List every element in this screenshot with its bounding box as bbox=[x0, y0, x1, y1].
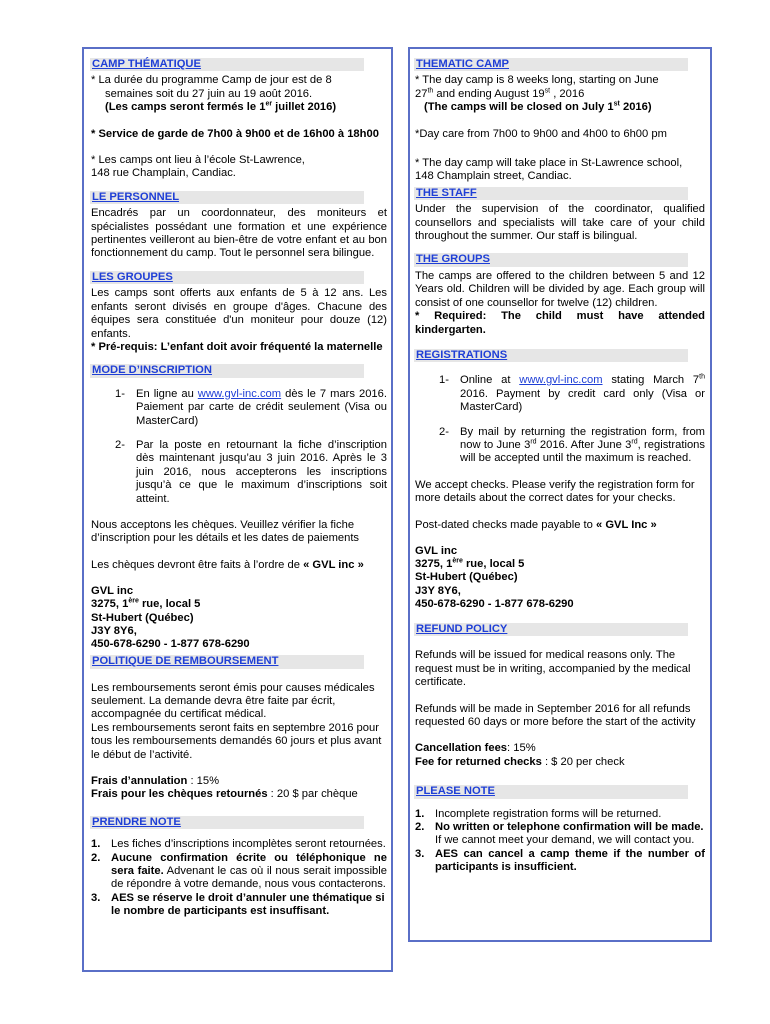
camp-closed-fr: (Les camps seront fermés le 1er juillet 2016) bbox=[105, 100, 337, 114]
camp-duration-en: * The day camp is 8 weeks long, starting on June bbox=[415, 74, 659, 87]
note-item-3-en: 3. AES can cancel a camp theme if the number of participants is insufficient. bbox=[415, 847, 705, 874]
registration-heading-en: REGISTRATIONS bbox=[414, 349, 688, 362]
groups-requirement-en: * Required: The child must have attended kindergarten. bbox=[415, 310, 705, 336]
camp-closed-en: (The camps will be closed on July 1st 2016) bbox=[424, 100, 652, 114]
registration-heading-fr: MODE D’INSCRIPTION bbox=[90, 364, 364, 377]
camp-dates-en: 27th and ending August 19st , 2016 bbox=[415, 87, 585, 100]
registration-item-online-fr: 1- En ligne au www.gvl-inc.com dès le 7 mars 2016. Paiement par carte de crédit seulement (Visa ou MasterCard) bbox=[115, 387, 387, 427]
note-item-2-fr: 2. Aucune confirmation écrite ou téléphonique ne sera faite. Advenant le cas où il nous serait impossible de répondre à votre demande, nous vous contacterons. bbox=[91, 851, 387, 891]
french-column bbox=[82, 47, 393, 972]
note-heading-en: PLEASE NOTE bbox=[414, 785, 688, 798]
daycare-en: *Day care from 7h00 to 9h00 and 4h00 to 6h00 pm bbox=[415, 127, 667, 140]
registration-item-mail-en: 2- By mail by returning the registration form, from now to June 3rd 2016. After June 3rd, registrations will be accepted until the maximum is reached. bbox=[439, 425, 705, 465]
address-block-fr: GVL inc 3275, 1ère rue, local 5 St-Hubert (Québec) J3Y 8Y6, 450-678-6290 - 1-877 678-6290 bbox=[91, 585, 250, 650]
staff-text-en: Under the supervision of the coordinator, qualified counsellors and specialists will take care of your child throughout the summer. Our staff is bilingual. bbox=[415, 203, 705, 243]
location-line2-fr: 148 rue Champlain, Candiac. bbox=[91, 167, 236, 180]
groups-text-en: The camps are offered to the children between 5 and 12 Years old. Children will be divided by age. Each group will consist of one counsellor for twelve (12) children. bbox=[415, 269, 705, 309]
camp-heading-en: THEMATIC CAMP bbox=[414, 58, 688, 71]
website-link-fr[interactable]: www.gvl-inc.com bbox=[197, 387, 282, 400]
groups-heading-en: THE GROUPS bbox=[414, 253, 688, 266]
note-item-3-fr: 3. AES se réserve le droit d’annuler une thématique si le nombre de participants est insuffisant. bbox=[91, 891, 385, 918]
refund-heading-en: REFUND POLICY bbox=[414, 623, 688, 636]
groups-heading-fr: LES GROUPES bbox=[90, 271, 364, 284]
camp-dates-fr: semaines soit du 27 juin au 19 août 2016. bbox=[105, 87, 313, 100]
location-line1-en: * The day camp will take place in St-Lawrence school, bbox=[415, 157, 683, 170]
groups-text-fr: Les camps sont offerts aux enfants de 5 à 12 ans. Les enfants seront divisés en groupe d'âges. Chacune des équipes sera constituée d'un moniteur pour douze (12) enfants. bbox=[91, 287, 387, 340]
groups-requirement-fr: * Pré-requis: L’enfant doit avoir fréquenté la maternelle bbox=[91, 340, 383, 353]
cancel-fee-fr: Frais d’annulation : 15% bbox=[91, 775, 220, 788]
checks-text-fr: Nous acceptons les chèques. Veuillez vérifier la fiche d’inscription pour les détails et les dates de paiements bbox=[91, 518, 360, 545]
returned-check-fee-en: Fee for returned checks : $ 20 per check bbox=[415, 755, 625, 768]
refund-heading-fr: POLITIQUE DE REMBOURSEMENT bbox=[90, 655, 364, 668]
refund-text1-fr: Les remboursements seront émis pour causes médicales seulement. La demande devra être faite par écrit, accompagnée du certificat médical. bbox=[91, 681, 375, 721]
payable-fr: Les chèques devront être faits à l’ordre de « GVL inc » bbox=[91, 558, 364, 571]
staff-heading-en: THE STAFF bbox=[414, 187, 688, 200]
location-line1-fr: * Les camps ont lieu à l’école St-Lawrence, bbox=[91, 154, 305, 167]
cancel-fee-en: Cancellation fees: 15% bbox=[415, 742, 536, 755]
note-item-1-en: 1. Incomplete registration forms will be returned. bbox=[415, 807, 662, 820]
address-block-en: GVL inc 3275, 1ère rue, local 5 St-Hubert (Québec) J3Y 8Y6, 450-678-6290 - 1-877 678-6290 bbox=[415, 544, 574, 610]
note-heading-fr: PRENDRE NOTE bbox=[90, 816, 364, 829]
refund-text1-en: Refunds will be issued for medical reasons only. The request must be in writing, accompanied by the medical certificate. bbox=[415, 649, 691, 689]
checks-text-en: We accept checks. Please verify the registration form for more details about the correct dates for your checks. bbox=[415, 478, 695, 505]
registration-item-mail-fr: 2- Par la poste en retournant la fiche d’inscription dès maintenant jusqu’au 3 juin 2016. Après le 3 juin 2016, nous accepterons les inscriptions jusqu’à ce que le maximum d’inscriptions soit atteint. bbox=[115, 438, 387, 505]
camp-heading-fr: CAMP THÉMATIQUE bbox=[90, 58, 364, 71]
payable-en: Post-dated checks made payable to « GVL Inc » bbox=[415, 518, 657, 531]
staff-heading-fr: LE PERSONNEL bbox=[90, 191, 364, 204]
staff-text-fr: Encadrés par un coordonnateur, des moniteurs et spécialistes possédant une formation et une expérience pertinentes veilleront au bien-être de votre enfant et au bon fonctionnement du camp. Tout le personnel sera bilingue. bbox=[91, 207, 387, 260]
location-line2-en: 148 Champlain street, Candiac. bbox=[415, 170, 572, 183]
english-column bbox=[408, 47, 712, 942]
refund-text2-fr: Les remboursements seront faits en septembre 2016 pour tous les remboursements demandés 60 jours et plus avant le début de l’activité. bbox=[91, 721, 382, 761]
website-link-en[interactable]: www.gvl-inc.com bbox=[519, 374, 603, 387]
registration-item-online-en: 1- Online at www.gvl-inc.com stating March 7th 2016. Payment by credit card only (Visa or MasterCard) bbox=[439, 373, 705, 414]
refund-text2-en: Refunds will be made in September 2016 for all refunds requested 60 days or more before the start of the activity bbox=[415, 702, 696, 729]
daycare-fr: * Service de garde de 7h00 à 9h00 et de 16h00 à 18h00 bbox=[91, 127, 379, 140]
camp-duration-fr: * La durée du programme Camp de jour est de 8 bbox=[91, 74, 332, 87]
returned-check-fee-fr: Frais pour les chèques retournés : 20 $ par chèque bbox=[91, 788, 358, 801]
note-item-1-fr: 1. Les fiches d’inscriptions incomplètes seront retournées. bbox=[91, 838, 386, 851]
note-item-2-en: 2. No written or telephone confirmation will be made. If we cannot meet your demand, we will contact you. bbox=[415, 821, 704, 847]
